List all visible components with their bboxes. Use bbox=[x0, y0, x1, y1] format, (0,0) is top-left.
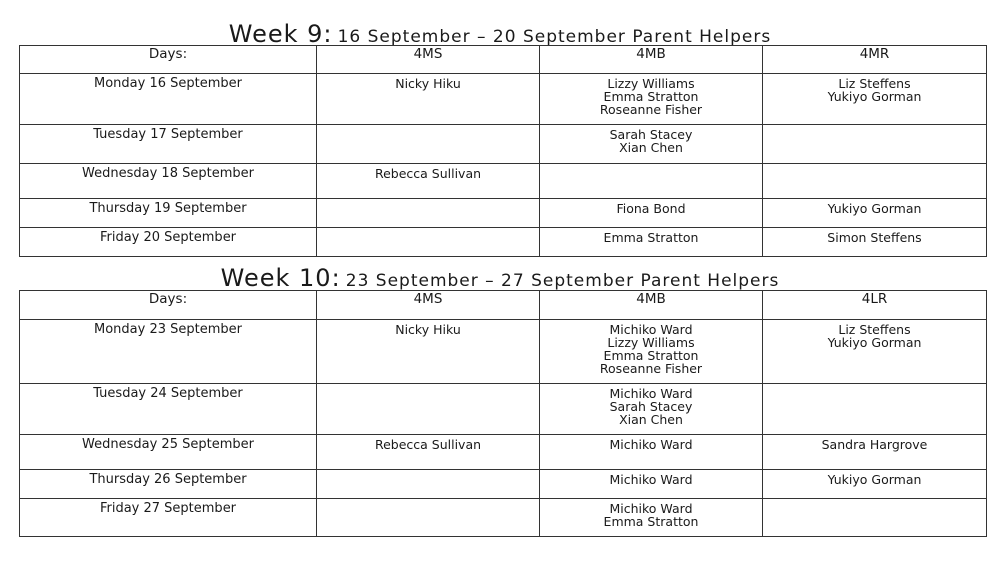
helper-name: Liz Steffens bbox=[838, 76, 911, 91]
day-cell: Tuesday 24 September bbox=[20, 384, 317, 435]
helper-cell bbox=[317, 125, 540, 164]
days-header: Days: bbox=[20, 291, 317, 320]
week-9-title bbox=[0, 22, 1000, 46]
helper-name: Sarah Stacey bbox=[609, 399, 693, 414]
day-cell: Monday 16 September bbox=[20, 74, 317, 125]
class-header: 4MS bbox=[317, 291, 540, 320]
helper-cell bbox=[540, 125, 763, 164]
day-cell: Thursday 26 September bbox=[20, 470, 317, 499]
helper-name: Roseanne Fisher bbox=[599, 361, 703, 376]
day-cell: Wednesday 18 September bbox=[20, 164, 317, 199]
table-header-row bbox=[20, 46, 987, 74]
helper-name: Yukiyo Gorman bbox=[827, 472, 922, 487]
table-row bbox=[20, 320, 987, 384]
helper-cell bbox=[540, 499, 763, 537]
class-header: 4MB bbox=[540, 46, 763, 74]
helper-name: Liz Steffens bbox=[838, 322, 911, 337]
helper-cell bbox=[763, 228, 987, 257]
table-row bbox=[20, 470, 987, 499]
class-header: 4MS bbox=[317, 46, 540, 74]
helper-name: Nicky Hiku bbox=[395, 76, 461, 91]
helper-cell bbox=[540, 164, 763, 199]
helper-name: Simon Steffens bbox=[827, 230, 922, 245]
week-9-rota-table bbox=[19, 45, 987, 257]
helper-name: Emma Stratton bbox=[603, 89, 699, 104]
week-10-date-range: 23 September – 27 September Parent Helpers bbox=[345, 271, 780, 291]
helper-name: Rebecca Sullivan bbox=[374, 166, 482, 181]
helper-name: Lizzy Williams bbox=[607, 335, 695, 350]
helper-name: Emma Stratton bbox=[603, 230, 699, 245]
helper-cell bbox=[763, 164, 987, 199]
helper-cell bbox=[540, 384, 763, 435]
week-10-label: Week 10: bbox=[220, 264, 341, 292]
helper-cell bbox=[763, 384, 987, 435]
helper-name: Emma Stratton bbox=[603, 348, 699, 363]
helper-cell bbox=[540, 470, 763, 499]
helper-cell bbox=[317, 384, 540, 435]
helper-name: Fiona Bond bbox=[616, 201, 686, 216]
helper-cell bbox=[317, 499, 540, 537]
helper-name: Sarah Stacey bbox=[609, 127, 693, 142]
table-row bbox=[20, 74, 987, 125]
helper-cell bbox=[540, 199, 763, 228]
helper-cell bbox=[763, 125, 987, 164]
helper-name: Sandra Hargrove bbox=[821, 437, 928, 452]
helper-name: Yukiyo Gorman bbox=[827, 335, 922, 350]
table-row bbox=[20, 384, 987, 435]
table-row bbox=[20, 164, 987, 199]
week-10-rota-table bbox=[19, 290, 987, 537]
helper-cell bbox=[317, 228, 540, 257]
week-9-label: Week 9: bbox=[228, 20, 333, 48]
table-row bbox=[20, 435, 987, 470]
helper-cell bbox=[540, 320, 763, 384]
helper-name: Xian Chen bbox=[619, 412, 683, 427]
helper-cell bbox=[317, 164, 540, 199]
helper-name: Xian Chen bbox=[619, 140, 683, 155]
helper-cell bbox=[540, 228, 763, 257]
helper-cell bbox=[317, 74, 540, 125]
table-row bbox=[20, 125, 987, 164]
table-header-row bbox=[20, 291, 987, 320]
helper-name: Nicky Hiku bbox=[395, 322, 461, 337]
helper-cell bbox=[317, 320, 540, 384]
helper-cell bbox=[540, 74, 763, 125]
week-10-title bbox=[0, 266, 1000, 290]
helper-name: Roseanne Fisher bbox=[599, 102, 703, 117]
helper-cell bbox=[763, 499, 987, 537]
days-header: Days: bbox=[20, 46, 317, 74]
class-header: 4MR bbox=[763, 46, 987, 74]
day-cell: Wednesday 25 September bbox=[20, 435, 317, 470]
day-cell: Monday 23 September bbox=[20, 320, 317, 384]
helper-name: Michiko Ward bbox=[609, 386, 693, 401]
day-cell: Friday 20 September bbox=[20, 228, 317, 257]
week-9-date-range: 16 September – 20 September Parent Helpers bbox=[337, 27, 772, 47]
helper-name: Emma Stratton bbox=[603, 514, 699, 529]
helper-cell bbox=[317, 435, 540, 470]
helper-cell bbox=[763, 320, 987, 384]
helper-cell bbox=[763, 435, 987, 470]
helper-cell bbox=[763, 74, 987, 125]
class-header: 4MB bbox=[540, 291, 763, 320]
helper-name: Michiko Ward bbox=[609, 501, 693, 516]
class-header: 4LR bbox=[763, 291, 987, 320]
table-row bbox=[20, 228, 987, 257]
helper-name: Michiko Ward bbox=[609, 472, 693, 487]
day-cell: Thursday 19 September bbox=[20, 199, 317, 228]
helper-name: Lizzy Williams bbox=[607, 76, 695, 91]
helper-cell bbox=[540, 435, 763, 470]
helper-cell bbox=[763, 199, 987, 228]
table-row bbox=[20, 199, 987, 228]
helper-name: Yukiyo Gorman bbox=[827, 89, 922, 104]
helper-name: Michiko Ward bbox=[609, 322, 693, 337]
helper-name: Michiko Ward bbox=[609, 437, 693, 452]
helper-cell bbox=[317, 470, 540, 499]
helper-name: Yukiyo Gorman bbox=[827, 201, 922, 216]
helper-cell bbox=[763, 470, 987, 499]
helper-name: Rebecca Sullivan bbox=[374, 437, 482, 452]
table-row bbox=[20, 499, 987, 537]
day-cell: Friday 27 September bbox=[20, 499, 317, 537]
day-cell: Tuesday 17 September bbox=[20, 125, 317, 164]
helper-cell bbox=[317, 199, 540, 228]
